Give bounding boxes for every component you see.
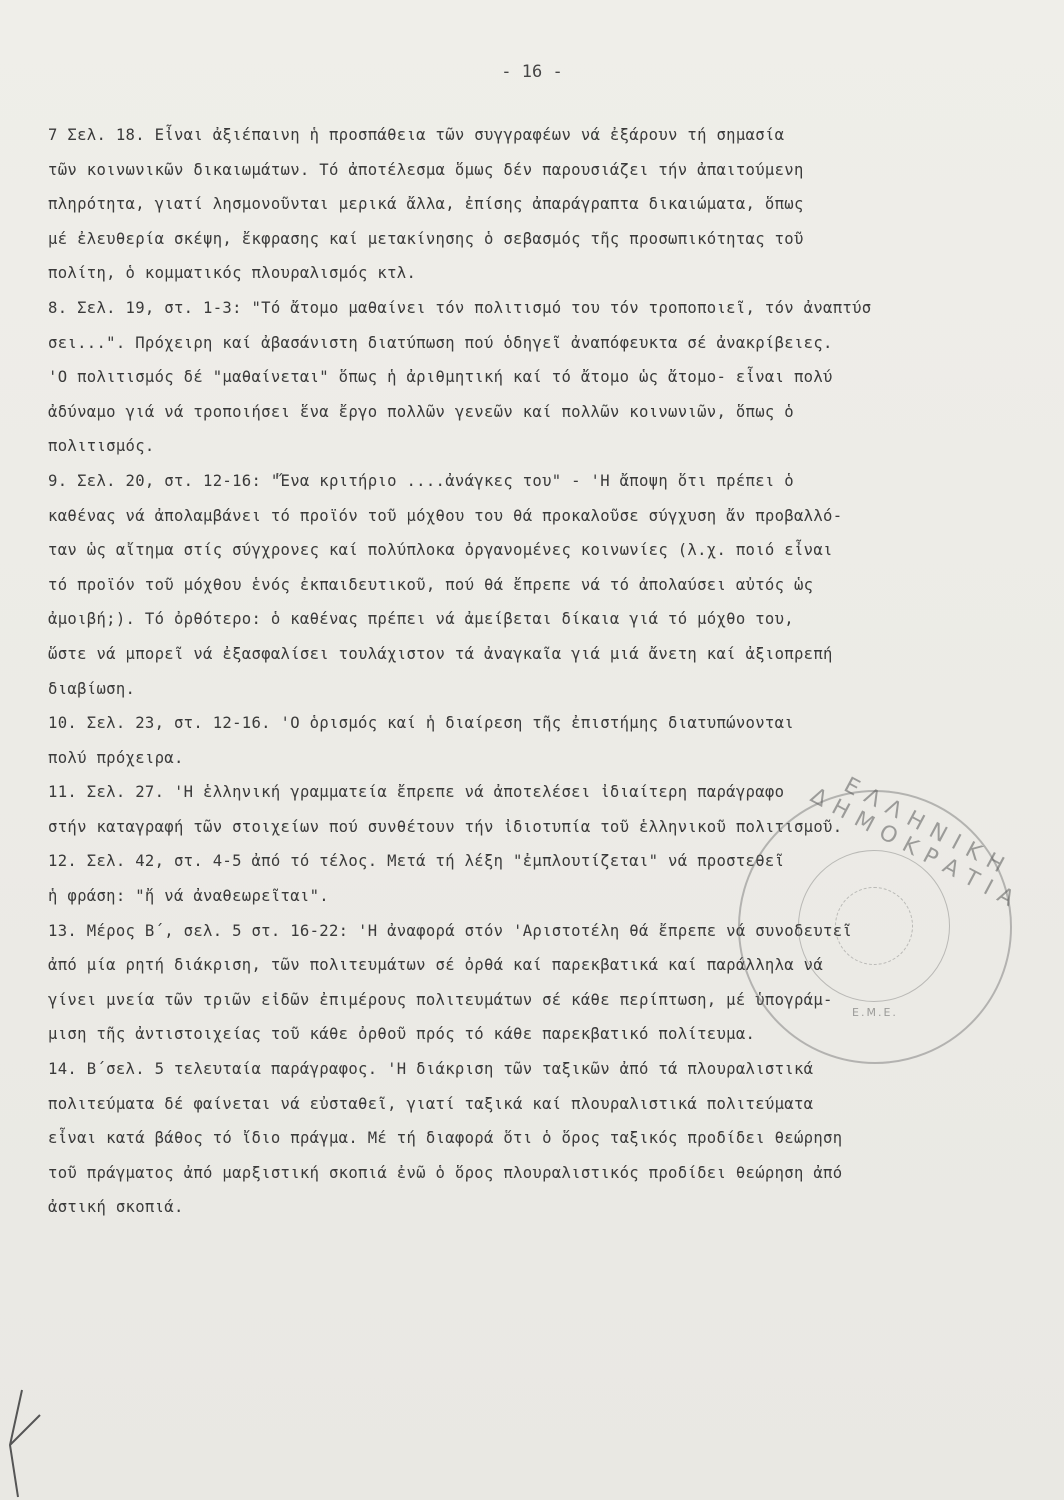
text-line: 12. Σελ. 42, στ. 4-5 ἀπό τό τέλος. Μετά τή λέξη "ἐμπλουτίζεται" νά προστεθεῖ: [48, 852, 785, 871]
text-line: σει...". Πρόχειρη καί ἀβασάνιστη διατύπωση πού ὁδηγεῖ ἀναπόφευκτα σέ ἀνακρίβειες.: [48, 333, 833, 352]
text-line: πολιτισμός.: [48, 437, 155, 456]
handwritten-signature: [0, 1385, 60, 1500]
text-line: στήν καταγραφή τῶν στοιχείων πού συνθέτουν τήν ἰδιοτυπία τοῦ ἑλληνικοῦ πολιτισμοῦ.: [48, 817, 843, 836]
text-line: 7 Σελ. 18. Εἶναι ἀξιέπαινη ἡ προσπάθεια τῶν συγγραφέων νά ἐξάρουν τή σημασία: [48, 126, 785, 144]
text-line: πολίτη, ὁ κομματικός πλουραλισμός κτλ.: [48, 264, 417, 283]
body-text: [48, 118, 1033, 1260]
text-line: ἀπό μία ρητή διάκριση, τῶν πολιτευμάτων σέ ὀρθά καί παρεκβατικά καί παράλληλα νά: [48, 956, 824, 975]
text-line: διαβίωση.: [48, 679, 136, 698]
page-number: - 16 -: [501, 62, 563, 82]
text-line: ἀστική σκοπιά.: [48, 1198, 184, 1217]
text-line: καθένας νά ἀπολαμβάνει τό προϊόν τοῦ μόχθου του θά προκαλοῦσε σύγχυση ἄν προβαλλό-: [48, 506, 843, 525]
text-line: ἡ φράση: "ἤ νά ἀναθεωρεῖται".: [48, 887, 329, 906]
text-line: μιση τῆς ἀντιστοιχείας τοῦ κάθε ὀρθοῦ πρός τό κάθε παρεκβατικό πολίτευμα.: [48, 1025, 756, 1044]
text-line: πολιτεύματα δέ φαίνεται νά εὐσταθεῖ, γιατί ταξικά καί πλουραλιστικά πολιτεύματα: [48, 1094, 814, 1113]
text-line: 14. Β΄σελ. 5 τελευταία παράγραφος. 'Η διάκριση τῶν ταξικῶν ἀπό τά πλουραλιστικά: [48, 1060, 814, 1079]
text-line: ὥστε νά μπορεῖ νά ἐξασφαλίσει τουλάχιστον τά ἀναγκαῖα γιά μιά ἄνετη καί ἀξιοπρεπή: [48, 644, 833, 663]
text-line: μέ ἐλευθερία σκέψη, ἔκφρασης καί μετακίνησης ὁ σεβασμός τῆς προσωπικότητας τοῦ: [48, 229, 804, 248]
text-line: πληρότητα, γιατί λησμονοῦνται μερικά ἄλλα, ἐπίσης ἀπαράγραπτα δικαιώματα, ὅπως: [48, 195, 804, 214]
text-line: τῶν κοινωνικῶν δικαιωμάτων. Τό ἀποτέλεσμα ὅμως δέν παρουσιάζει τήν ἀπαιτούμενη: [48, 160, 804, 179]
text-line: τό προϊόν τοῦ μόχθου ἑνός ἐκπαιδευτικοῦ, πού θά ἔπρεπε νά τό ἀπολαύσει αὐτός ὡς: [48, 575, 814, 594]
text-line: 13. Μέρος Β΄, σελ. 5 στ. 16-22: 'Η ἀναφορά στόν 'Αριστοτέλη θά ἔπρεπε νά συνοδευτεῖ: [48, 921, 853, 940]
official-stamp: ΕΛΛΗΝΙΚΗ ΔΗΜΟΚΡΑΤΙΑ Ε.Μ.Ε.: [738, 790, 1012, 1064]
text-line: γίνει μνεία τῶν τριῶν εἰδῶν ἐπιμέρους πολιτευμάτων σέ κάθε περίπτωση, μέ ὑπογράμ-: [48, 990, 833, 1009]
text-line: 9. Σελ. 20, στ. 12-16: "Ἕνα κριτήριο ....ἀνάγκες του" - 'Η ἄποψη ὅτι πρέπει ὁ: [48, 471, 794, 490]
text-line: πολύ πρόχειρα.: [48, 748, 184, 767]
text-line: 8. Σελ. 19, στ. 1-3: "Τό ἄτομο μαθαίνει τόν πολιτισμό του τόν τροποποιεῖ, τόν ἀναπτύσ: [48, 298, 872, 317]
text-line: ἀμοιβή;). Τό ὀρθότερο: ὁ καθένας πρέπει νά ἀμείβεται δίκαια γιά τό μόχθο του,: [48, 610, 794, 629]
text-line: 10. Σελ. 23, στ. 12-16. 'Ο ὁρισμός καί ἡ διαίρεση τῆς ἐπιστήμης διατυπώνονται: [48, 714, 794, 733]
text-line: ταν ὡς αἴτημα στίς σύγχρονες καί πολύπλοκα ὀργανομένες κοινωνίες (λ.χ. ποιό εἶναι: [48, 541, 833, 560]
text-line: 11. Σελ. 27. 'Η ἑλληνική γραμματεία ἔπρεπε νά ἀποτελέσει ἰδιαίτερη παράγραφο: [48, 783, 785, 802]
text-line: [48, 1225, 1033, 1260]
text-line: τοῦ πράγματος ἀπό μαρξιστική σκοπιά ἐνῶ ὁ ὅρος πλουραλιστικός προδίδει θεώρηση ἀπό: [48, 1163, 843, 1182]
text-line: 'Ο πολιτισμός δέ "μαθαίνεται" ὅπως ἡ ἀριθμητική καί τό ἄτομο ὡς ἄτομο- εἶναι πολύ: [48, 368, 833, 387]
text-line: εἶναι κατά βάθος τό ἴδιο πράγμα. Μέ τή διαφορά ὅτι ὁ ὅρος ταξικός προδίδει θεώρηση: [48, 1129, 843, 1148]
text-line: ἀδύναμο γιά νά τροποιήσει ἕνα ἔργο πολλῶν γενεῶν καί πολλῶν κοινωνιῶν, ὅπως ὁ: [48, 402, 794, 421]
